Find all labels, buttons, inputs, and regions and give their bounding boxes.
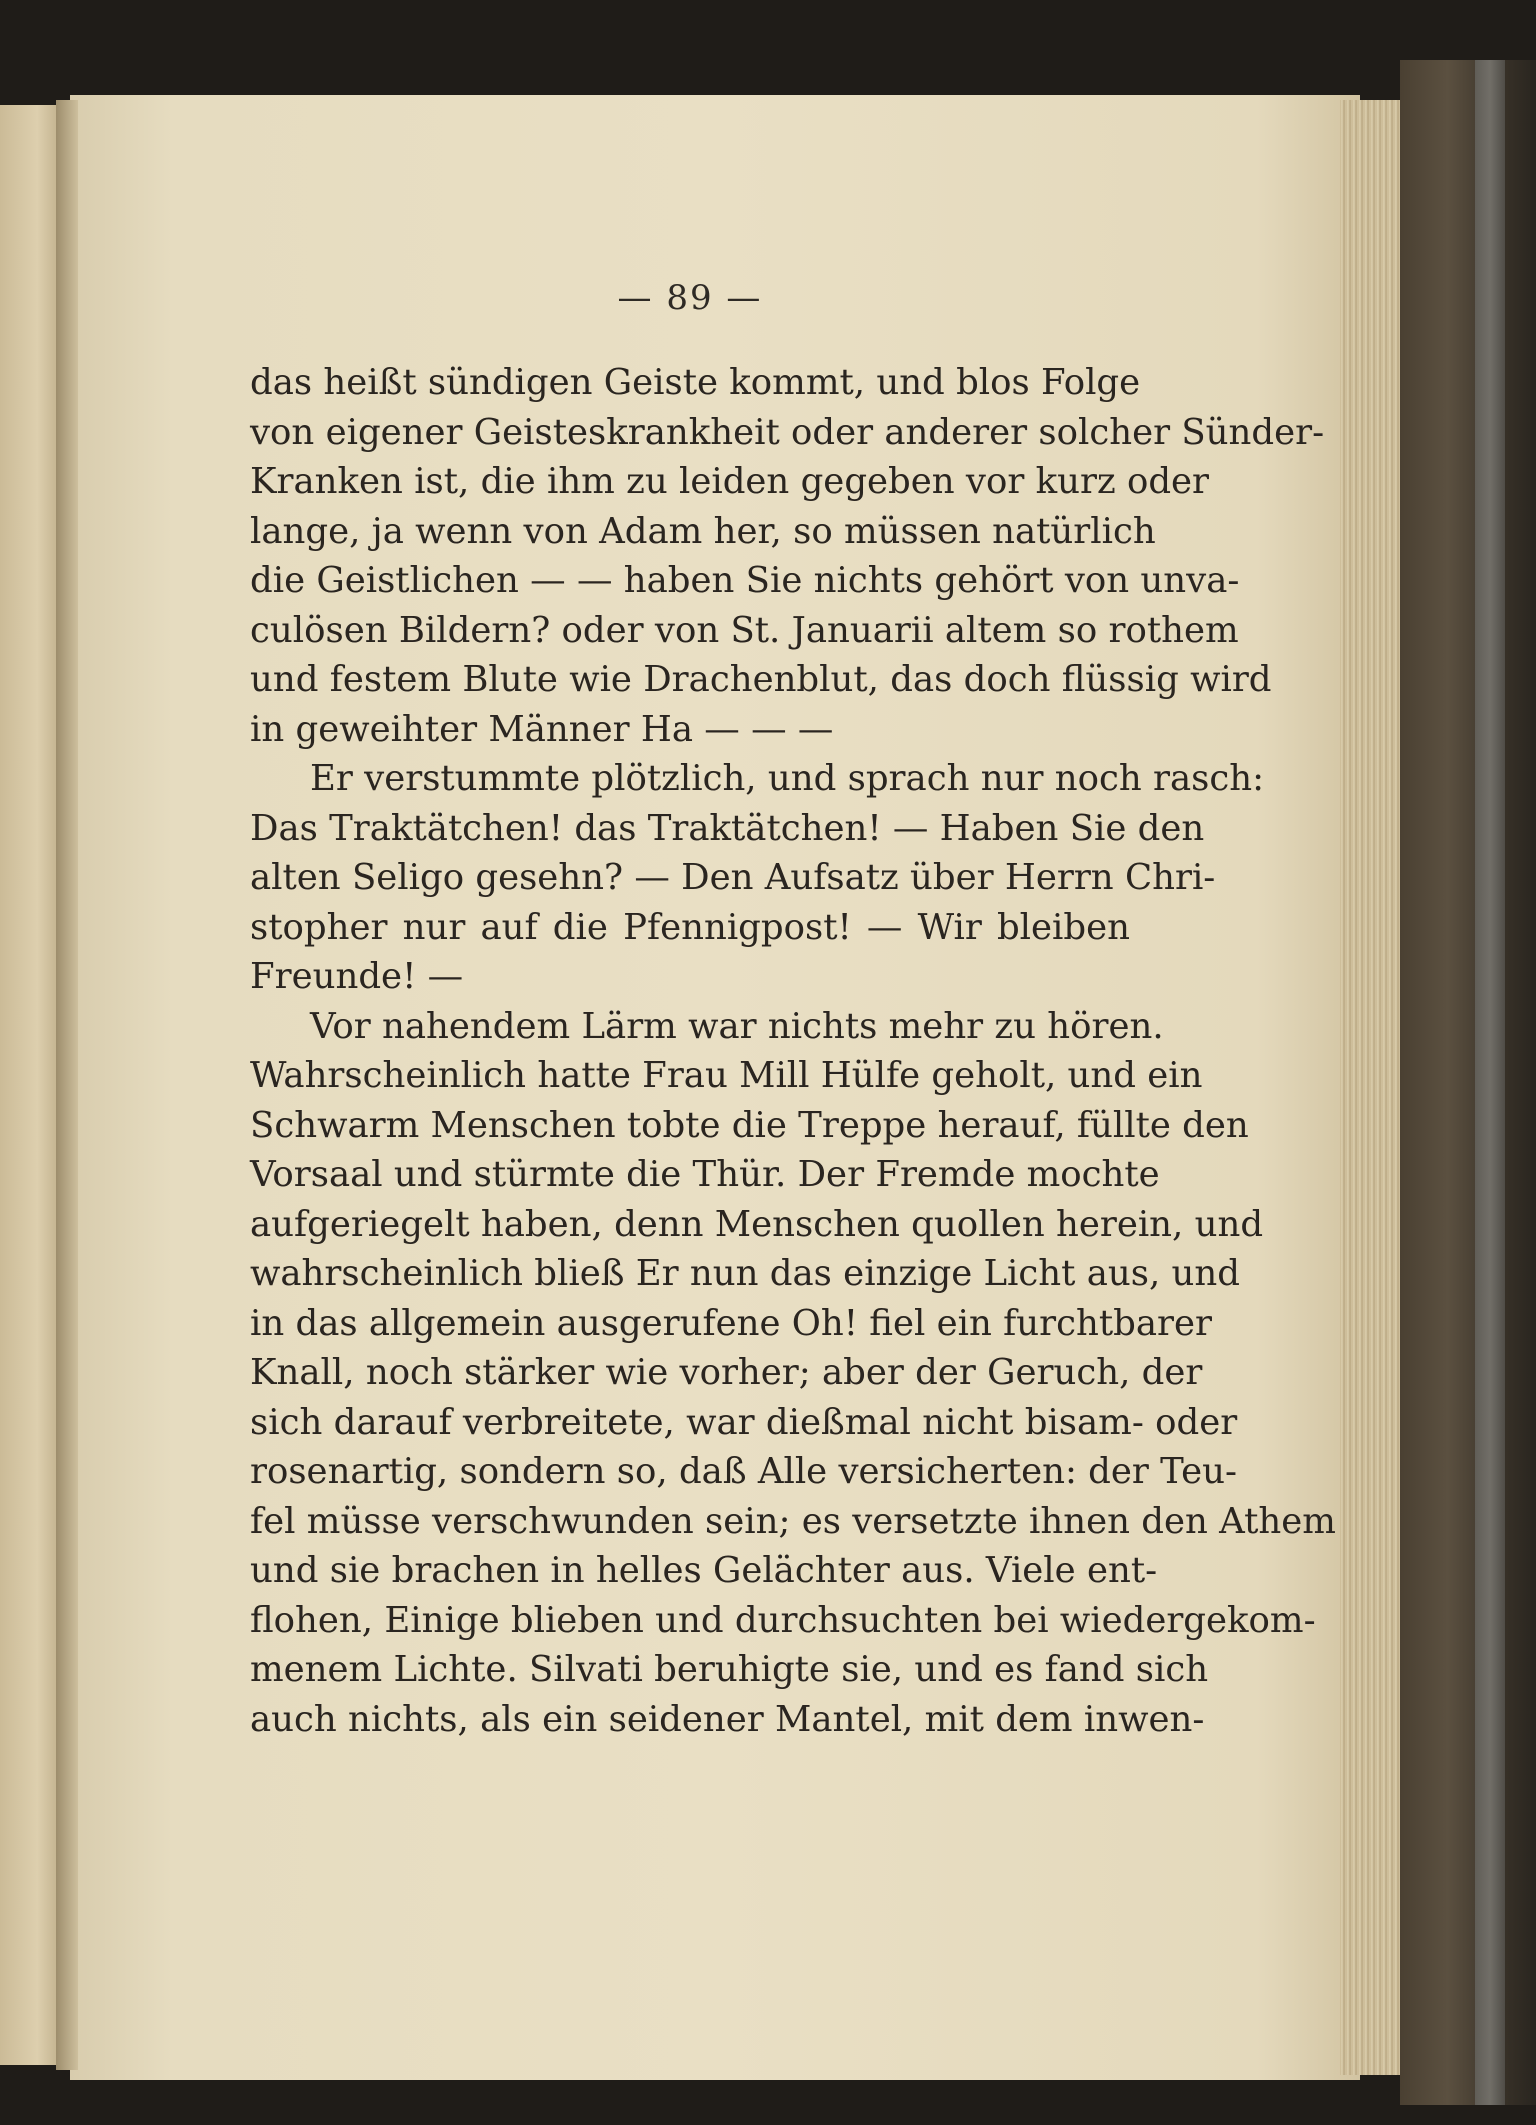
text-line: auch nichts, als ein seidener Mantel, mit dem inwen-: [250, 1698, 1205, 1740]
text-line: aufgeriegelt haben, denn Menschen quollen herein, und: [250, 1203, 1264, 1245]
text-line: culösen Bildern? oder von St. Januarii altem so rothem: [250, 609, 1239, 651]
text-line: Schwarm Menschen tobte die Treppe herauf, füllte den: [250, 1104, 1249, 1146]
text-line: Knall, noch stärker wie vorher; aber der Geruch, der: [250, 1352, 1203, 1393]
text-line: in das allgemein ausgerufene Oh! fiel ein furchtbarer: [250, 1302, 1212, 1344]
left-page-edge: [0, 105, 62, 2065]
text-line: sich darauf verbreitete, war dießmal nicht bisam- oder: [250, 1401, 1238, 1443]
text-line: und festem Blute wie Drachenblut, das doch flüssig wird: [250, 659, 1272, 700]
text-line: wahrscheinlich bließ Er nun das einzige Licht aus, und: [250, 1253, 1240, 1294]
text-line: fel müsse verschwunden sein; es versetzte ihnen den Athem: [250, 1500, 1336, 1542]
book-cover: [1400, 60, 1536, 2105]
page-gutter: [56, 100, 78, 2070]
text-line: rosenartig, sondern so, daß Alle versicherten: der Teu-: [250, 1451, 1237, 1492]
text-line: und sie brachen in helles Gelächter aus. Viele ent-: [250, 1550, 1158, 1591]
text-line: in geweihter Männer Ha — — —: [250, 708, 834, 750]
text-line: Kranken ist, die ihm zu leiden gegeben vor kurz oder: [250, 461, 1210, 502]
text-line: lange, ja wenn von Adam her, so müssen natürlich: [250, 510, 1156, 552]
cover-spine-strip: [1475, 60, 1505, 2105]
text-line: Er verstummte plötzlich, und sprach nur noch rasch:: [310, 758, 1265, 799]
page-number: — 89 —: [617, 278, 763, 318]
text-line: von eigener Geisteskrankheit oder anderer solcher Sünder-: [250, 411, 1325, 453]
text-line: menem Lichte. Silvati beruhigte sie, und es fand sich: [250, 1649, 1209, 1690]
text-line: flohen, Einige blieben und durchsuchten bei wiedergekom-: [250, 1599, 1316, 1641]
text-line: die Geistlichen — — haben Sie nichts gehört von unva-: [250, 560, 1240, 601]
text-line: Vor nahendem Lärm war nichts mehr zu hören.: [310, 1005, 1164, 1047]
text-line: Freunde! —: [250, 956, 464, 997]
text-line: Das Traktätchen! das Traktätchen! — Haben Sie den: [250, 807, 1205, 849]
text-line: Wahrscheinlich hatte Frau Mill Hülfe geholt, und ein: [250, 1055, 1203, 1096]
text-line: Vorsaal und stürmte die Thür. Der Fremde mochte: [250, 1154, 1160, 1195]
text-line: stopher nur auf die Pfennigpost! — Wir bleiben: [250, 906, 1130, 948]
page-text: [250, 358, 1336, 1744]
text-line: das heißt sündigen Geiste kommt, und blos Folge: [250, 362, 1141, 403]
text-line: alten Seligo gesehn? — Den Aufsatz über Herrn Chri-: [250, 857, 1216, 898]
